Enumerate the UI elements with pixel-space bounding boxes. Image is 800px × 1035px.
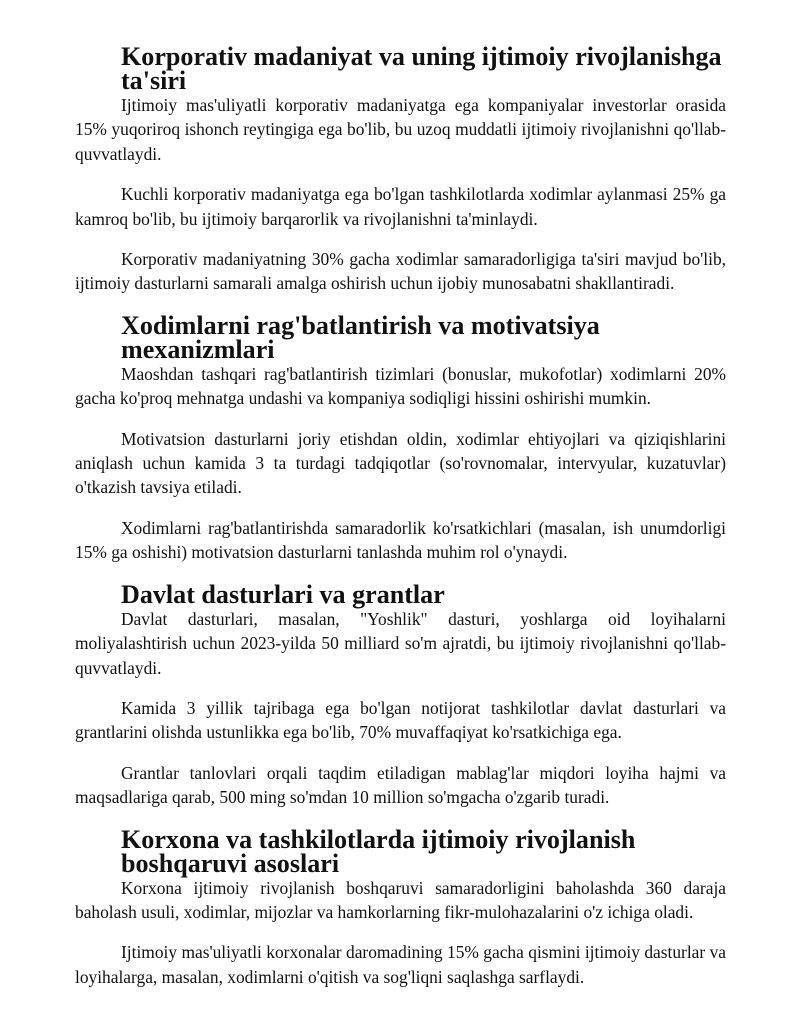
paragraph: Motivatsion dasturlarni joriy etishdan oldin, xodimlar ehtiyojlari va qiziqishlarini aniqlash uchun kamida 3 ta turdagi tadqiqotlar (so'rovnomalar, intervyular, kuzatuvlar) o'tkazish tavsiya etiladi. xyxy=(75,428,726,498)
paragraph: Grantlar tanlovlari orqali taqdim etiladigan mablag'lar miqdori loyiha hajmi va maqsadlariga qarab, 500 ming so'mdan 10 million so'mgacha o'zgarib turadi. xyxy=(75,762,726,808)
paragraph: Korxona ijtimoiy rivojlanish boshqaruvi samaradorligini baholashda 360 daraja baholash usuli, xodimlar, mijozlar va hamkorlarning fikr-mulohazalarini o'z ichiga oladi. xyxy=(75,877,726,922)
paragraph: Kamida 3 yillik tajribaga ega bo'lgan notijorat tashkilotlar davlat dasturlari va grantlarini olishda ustunlikka ega bo'lib, 70% muvaffaqiyat ko'rsatkichiga ega. xyxy=(75,697,726,743)
paragraph: Ijtimoiy mas'uliyatli korxonalar daromadining 15% gacha qismini ijtimoiy dasturlar va loyihalarga, masalan, xodimlarni o'qitish va sog'liqni saqlashga sarflaydi. xyxy=(75,942,726,987)
paragraph-spacer xyxy=(75,411,726,427)
paragraph: Kuchli korporativ madaniyatga ega bo'lgan tashkilotlarda xodimlar aylanmasi 25% ga kamroq bo'lib, bu ijtimoiy barqarorlik va rivojlanishni ta'minlaydi. xyxy=(75,184,726,229)
paragraph-spacer xyxy=(75,166,726,182)
paragraph-spacer xyxy=(75,680,726,696)
paragraph-spacer xyxy=(75,231,726,247)
paragraph: Xodimlarni rag'batlantirishda samaradorlik ko'rsatkichlari (masalan, ish unumdorligi 15% ga oshishi) motivatsion dasturlarni tanlashda muhim rol o'ynaydi. xyxy=(75,517,726,563)
paragraph: Maoshdan tashqari rag'batlantirish tizimlari (bonuslar, mukofotlar) xodimlarni 20% gacha ko'proq mehnatga undashi va kompaniya sodiqligi hissini oshirishi mumkin. xyxy=(75,363,726,409)
section-heading: Korporativ madaniyat va uning ijtimoiy rivojlanishga ta'siri xyxy=(121,42,722,95)
section-heading: Xodimlarni rag'batlantirish va motivatsiya mexanizmlari xyxy=(121,310,600,364)
paragraph: Korporativ madaniyatning 30% gacha xodimlar samaradorligiga ta'siri mavjud bo'lib, ijtimoiy dasturlarni samarali amalga oshirish uchun ijobiy munosabatni shakllantiradi. xyxy=(75,249,726,294)
paragraph: Davlat dasturlari, masalan, "Yoshlik" dasturi, yoshlarga oid loyihalarni moliyalashtirish uchun 2023-yilda 50 milliard so'm ajratdi, bu ijtimoiy rivojlanishni qo'llab-quvvatlaydi. xyxy=(75,608,726,678)
document-page xyxy=(75,42,726,989)
paragraph-spacer xyxy=(75,745,726,761)
paragraph-spacer xyxy=(75,500,726,516)
section-heading: Davlat dasturlari va grantlar xyxy=(121,579,445,609)
section-heading: Korxona va tashkilotlarda ijtimoiy rivojlanish boshqaruvi asoslari xyxy=(121,824,636,878)
paragraph-spacer xyxy=(75,924,726,940)
paragraph: Ijtimoiy mas'uliyatli korporativ madaniyatga ega kompaniyalar investorlar orasida 15% yuqoriroq ishonch reytingiga ega bo'lib, bu uzoq muddatli ijtimoiy rivojlanishni qo'llab-quvvatlaydi. xyxy=(75,95,726,164)
